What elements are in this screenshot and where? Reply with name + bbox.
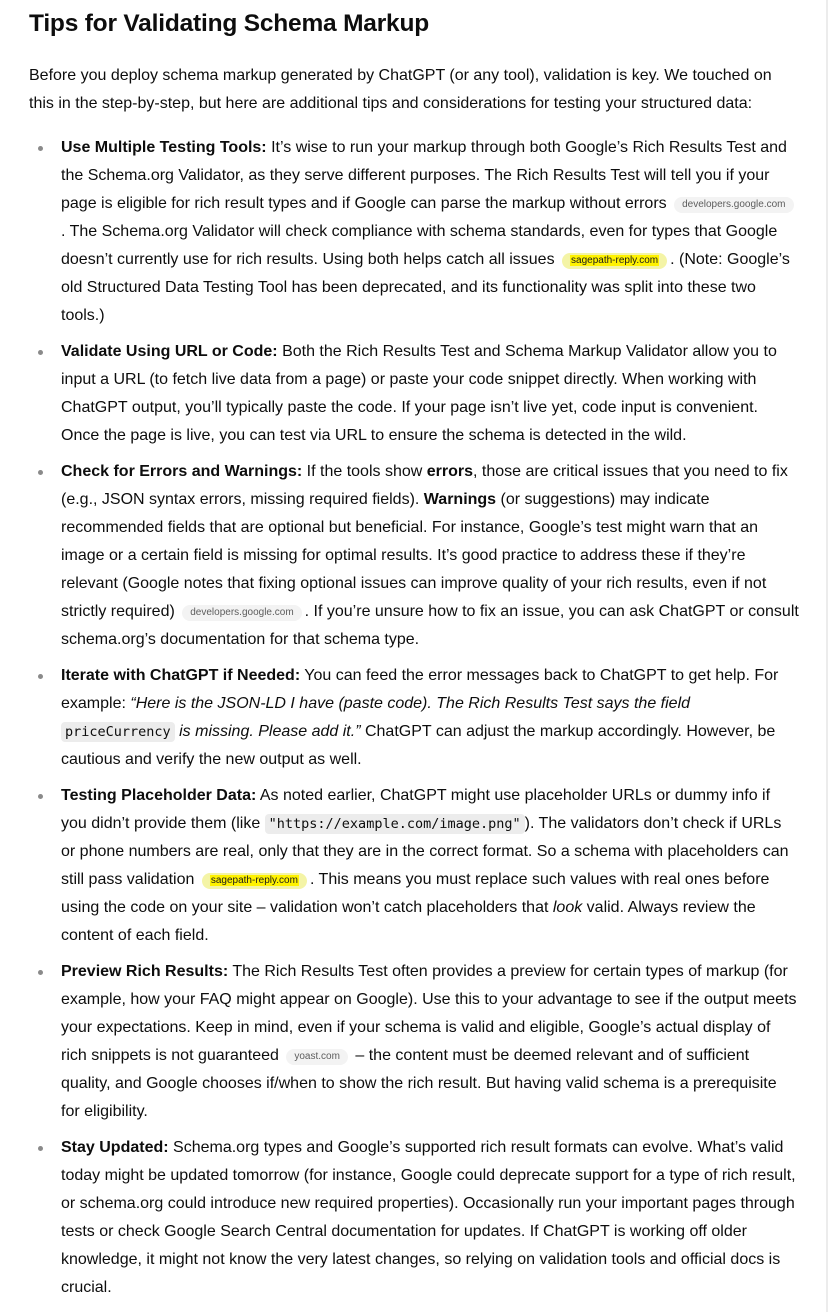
inline-code: priceCurrency (61, 722, 175, 742)
tip-errors-warnings: Check for Errors and Warnings: If the tools show errors, those are critical issues that you need to fix (e.g., JSON syntax errors, missing required fields). Warnings (or suggestions) may indicate recommended fields that are optional but beneficial. For instance, Google’s test might warn that an image or a certain field is missing for optimal results. It’s good practice to address these if they’re relevant (Google notes that fixing optional issues can improve quality of your rich results, even if not strictly required) developers.google.com . If you’re unsure how to fix an issue, you can ask ChatGPT or consult schema.org’s documentation for that schema type. (29, 458, 799, 654)
tip-url-or-code: Validate Using URL or Code: Both the Rich Results Test and Schema Markup Validator allow you to input a URL (to fetch live data from a page) or paste your code snippet directly. When working with ChatGPT output, you’ll typically paste the code. If your page isn’t live yet, code input is convenient. Once the page is live, you can test via URL to ensure the schema is detected in the wild. (29, 338, 799, 450)
tip-preview-rich-results: Preview Rich Results: The Rich Results Test often provides a preview for certain types of markup (for example, how your FAQ might appear on Google). Use this to your advantage to see if the output meets your expectations. Keep in mind, even if your schema is valid and eligible, Google’s actual display of rich snippets is not guaranteed yoast.com – the content must be deemed relevant and of sufficient quality, and Google chooses if/when to show the rich result. But having valid schema is a prerequisite for eligibility. (29, 958, 799, 1126)
citation-google-link[interactable]: developers.google.com (674, 197, 793, 213)
tip-title: Testing Placeholder Data: (61, 787, 257, 804)
citation-sagepath-link[interactable]: sagepath-reply.com (562, 253, 667, 269)
tip-title: Iterate with ChatGPT if Needed: (61, 667, 301, 684)
citation-google-link[interactable]: developers.google.com (182, 605, 301, 621)
tip-iterate-chatgpt: Iterate with ChatGPT if Needed: You can feed the error messages back to ChatGPT to get help. For example: “Here is the JSON-LD I have (paste code). The Rich Results Test says the field priceCurrency is missing. Please add it.” ChatGPT can adjust the markup accordingly. However, be cautious and verify the new output as well. (29, 662, 799, 774)
tip-multiple-tools: Use Multiple Testing Tools: It’s wise to run your markup through both Google’s Rich Results Test and the Schema.org Validator, as they serve different purposes. The Rich Results Test will tell you if your page is eligible for rich result types and if Google can parse the markup without errors developers.google.com. The Schema.org Validator will check compliance with schema standards, even for types that Google doesn’t currently use for rich results. Using both helps catch all issues sagepath-reply.com . (Note: Google’s old Structured Data Testing Tool has been deprecated, and its functionality was split into these two tools.) (29, 134, 799, 330)
tip-title: Check for Errors and Warnings: (61, 463, 303, 480)
tip-title: Use Multiple Testing Tools: (61, 139, 267, 156)
section-heading: Tips for Validating Schema Markup (29, 10, 430, 37)
citation-yoast-link[interactable]: yoast.com (286, 1049, 348, 1065)
intro-paragraph: Before you deploy schema markup generated by ChatGPT (or any tool), validation is key. We touched on this in the step-by-step, but here are additional tips and considerations for testing your structured data: (29, 67, 772, 112)
tip-title: Validate Using URL or Code: (61, 343, 278, 360)
citation-sagepath-link[interactable]: sagepath-reply.com (202, 873, 307, 889)
tip-placeholder-data: Testing Placeholder Data: As noted earlier, ChatGPT might use placeholder URLs or dummy info if you didn’t provide them (like "https://example.com/image.png" ). The validators don’t check if URLs or phone numbers are real, only that they are in the correct format. So a schema with placeholders can still pass validation sagepath-reply.com . This means you must replace such values with real ones before using the code on your site – validation won’t catch placeholders that look valid. Always review the content of each field. (29, 782, 799, 950)
tip-title: Stay Updated: (61, 1139, 169, 1156)
tips-list (29, 134, 799, 1302)
tip-stay-updated: Stay Updated: Schema.org types and Google’s supported rich result formats can evolve. What’s valid today might be updated tomorrow (for instance, Google could deprecate support for a type of rich result, or schema.org could introduce new required properties). Occasionally run your important pages through tests or check Google Search Central documentation for updates. If ChatGPT is working off older knowledge, it might not know the very latest changes, so relying on validation tools and official docs is crucial. (29, 1134, 799, 1302)
article (29, 0, 799, 1310)
inline-code: "https://example.com/image.png" (265, 814, 525, 834)
tip-title: Preview Rich Results: (61, 963, 229, 980)
